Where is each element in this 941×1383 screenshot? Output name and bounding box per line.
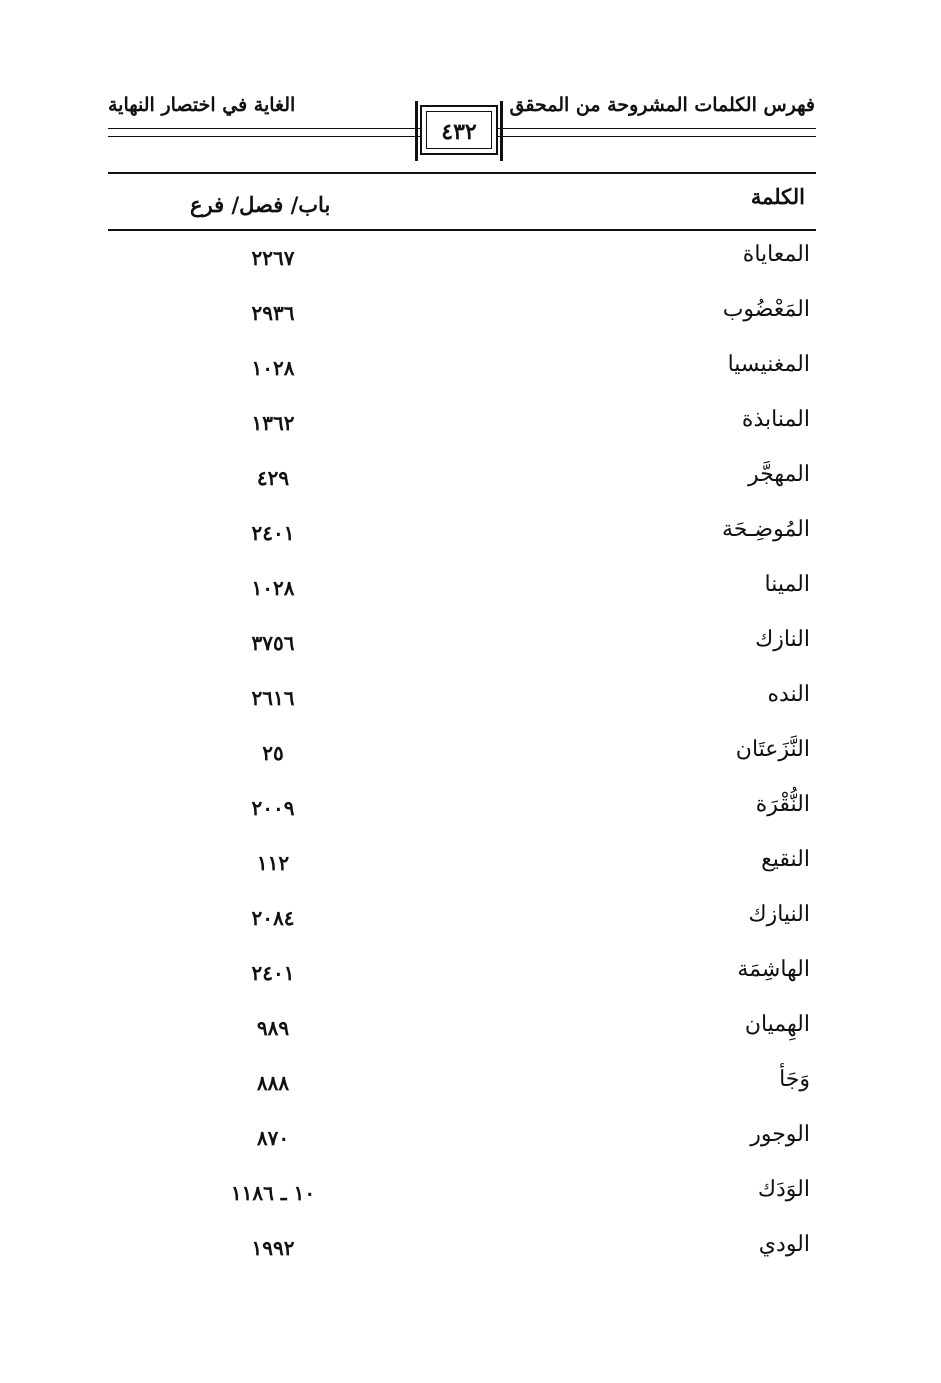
frame-post-right <box>500 101 503 161</box>
table-row <box>108 731 816 786</box>
index-word: النده <box>767 682 810 707</box>
index-reference: ١١٢ <box>256 851 290 875</box>
index-reference: ٢٢٦٧ <box>251 246 295 270</box>
index-word: النقيع <box>761 847 810 872</box>
table-row <box>108 566 816 621</box>
table-row <box>108 1061 816 1116</box>
index-table-body <box>108 236 816 1281</box>
table-row <box>108 676 816 731</box>
index-reference: ٣٧٥٦ <box>251 631 295 655</box>
index-reference: ٢٠٨٤ <box>251 906 295 930</box>
index-reference: ٢٠٠٩ <box>251 796 295 820</box>
index-word: الوَدَك <box>757 1177 810 1202</box>
index-reference: ٢٦١٦ <box>251 686 295 710</box>
table-row <box>108 951 816 1006</box>
index-word: المغنيسيا <box>727 352 810 377</box>
table-row <box>108 786 816 841</box>
page-number-frame <box>420 105 498 155</box>
table-row <box>108 456 816 511</box>
table-row <box>108 896 816 951</box>
index-word: الهِميان <box>744 1012 810 1037</box>
table-row <box>108 346 816 401</box>
index-reference: ١٠ ـ ١١٨٦ <box>230 1181 316 1205</box>
header-rule-right-bottom <box>498 136 816 137</box>
table-row <box>108 291 816 346</box>
index-word: النُّقْرَة <box>755 792 810 817</box>
table-row <box>108 621 816 676</box>
table-row <box>108 1171 816 1226</box>
frame-post-left <box>415 101 418 161</box>
index-reference: ٢٥ <box>262 741 284 765</box>
table-row <box>108 511 816 566</box>
index-word: المهجَّر <box>747 462 810 487</box>
index-word: النيازك <box>748 902 810 927</box>
header-rule-left-top <box>108 128 420 129</box>
index-word: المنابذة <box>741 407 810 432</box>
header-rule-left-bottom <box>108 136 420 137</box>
index-word: المَعْضُوب <box>722 297 810 322</box>
table-row <box>108 236 816 291</box>
table-row <box>108 841 816 896</box>
table-row <box>108 401 816 456</box>
table-row <box>108 1226 816 1281</box>
index-word: النَّزَعتَان <box>735 737 810 762</box>
index-reference: ١٠٢٨ <box>251 576 295 600</box>
index-word: الودي <box>758 1232 810 1257</box>
header-rule-right-top <box>498 128 816 129</box>
index-reference: ١٩٩٢ <box>251 1236 295 1260</box>
index-reference: ١٠٢٨ <box>251 356 295 380</box>
index-reference: ٨٨٨ <box>256 1071 290 1095</box>
index-reference: ٢٤٠١ <box>251 961 295 985</box>
column-header-reference: باب/ فصل/ فرع <box>190 192 331 217</box>
page-number: ٤٣٢ <box>441 119 477 145</box>
running-header-book-title: الغاية في اختصار النهاية <box>108 94 296 116</box>
table-top-rule <box>108 172 816 174</box>
table-row <box>108 1006 816 1061</box>
index-word: المينا <box>764 572 810 597</box>
column-header-word: الكلمة <box>750 184 805 209</box>
index-reference: ٢٩٣٦ <box>251 301 295 325</box>
table-header-rule <box>108 229 816 231</box>
index-word: المعاياة <box>742 242 810 267</box>
index-word: وَجَأ <box>779 1067 810 1092</box>
index-word: النازك <box>755 627 810 652</box>
index-reference: ١٣٦٢ <box>251 411 295 435</box>
index-word: الوجور <box>750 1122 810 1147</box>
index-reference: ٤٢٩ <box>256 466 290 490</box>
index-word: الهاشِمَة <box>737 957 810 982</box>
running-header-chapter-title: فهرس الكلمات المشروحة من المحقق <box>509 94 815 116</box>
index-reference: ٩٨٩ <box>256 1016 290 1040</box>
table-row <box>108 1116 816 1171</box>
index-reference: ٢٤٠١ <box>251 521 295 545</box>
index-reference: ٨٧٠ <box>256 1126 290 1150</box>
index-word: المُوضِـحَة <box>721 517 810 542</box>
